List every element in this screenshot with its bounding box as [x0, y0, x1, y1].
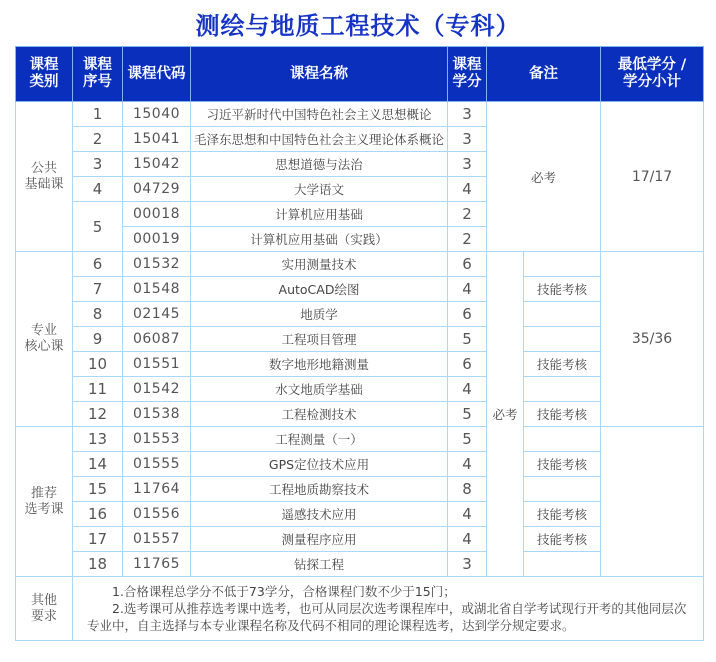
code-cell: 11764 [123, 477, 191, 502]
credit-cell: 8 [448, 477, 487, 502]
seq-cell: 1 [73, 102, 123, 127]
note-cell [524, 552, 601, 577]
seq-cell: 17 [73, 527, 123, 552]
credit-cell: 2 [448, 227, 487, 252]
seq-cell: 3 [73, 152, 123, 177]
table-row [16, 277, 704, 302]
note-cell: 技能考核 [524, 452, 601, 477]
header-code: 课程代码 [123, 47, 191, 102]
code-cell: 01556 [123, 502, 191, 527]
code-cell: 01557 [123, 527, 191, 552]
header-seq: 课程 序号 [73, 47, 123, 102]
credit-cell: 5 [448, 427, 487, 452]
code-cell: 06087 [123, 327, 191, 352]
note-cell: 技能考核 [524, 527, 601, 552]
table-row [16, 302, 704, 327]
credit-cell: 5 [448, 402, 487, 427]
name-cell: 工程检测技术 [191, 402, 448, 427]
credit-cell: 3 [448, 152, 487, 177]
name-cell: 数字地形地籍测量 [191, 352, 448, 377]
table-row [16, 427, 704, 452]
credit-cell: 4 [448, 452, 487, 477]
curriculum-table [15, 46, 704, 641]
code-cell: 00019 [123, 227, 191, 252]
table-row [16, 477, 704, 502]
category-cell: 推荐 选考课 [16, 427, 73, 577]
code-cell: 11765 [123, 552, 191, 577]
remark-cell: 必考 [487, 252, 524, 577]
credit-cell: 4 [448, 527, 487, 552]
seq-cell: 10 [73, 352, 123, 377]
subtotal-cell: 17/17 [601, 102, 704, 252]
code-cell: 01548 [123, 277, 191, 302]
seq-cell: 11 [73, 377, 123, 402]
header-credit: 课程 学分 [448, 47, 487, 102]
name-cell: AutoCAD绘图 [191, 277, 448, 302]
note-cell [524, 327, 601, 352]
code-cell: 02145 [123, 302, 191, 327]
code-cell: 15041 [123, 127, 191, 152]
name-cell: 计算机应用基础（实践） [191, 227, 448, 252]
name-cell: 思想道德与法治 [191, 152, 448, 177]
table-row [16, 452, 704, 477]
seq-cell: 6 [73, 252, 123, 277]
code-cell: 01555 [123, 452, 191, 477]
header-category: 课程 类别 [16, 47, 73, 102]
other-requirements-text [73, 577, 704, 641]
credit-cell: 6 [448, 352, 487, 377]
credit-cell: 4 [448, 377, 487, 402]
table-row [16, 352, 704, 377]
header-remark: 备注 [487, 47, 601, 102]
note-cell: 技能考核 [524, 502, 601, 527]
name-cell: 工程测量（一） [191, 427, 448, 452]
name-cell: 工程地质勘察技术 [191, 477, 448, 502]
note-cell [524, 302, 601, 327]
seq-cell: 15 [73, 477, 123, 502]
credit-cell: 3 [448, 127, 487, 152]
credit-cell: 4 [448, 502, 487, 527]
note-cell [524, 477, 601, 502]
requirement-1: 1.合格课程总学分不低于73学分，合格课程门数不少于15门； [112, 584, 456, 599]
seq-cell: 14 [73, 452, 123, 477]
credit-cell: 5 [448, 327, 487, 352]
remark-cell: 必考 [487, 102, 601, 252]
code-cell: 01538 [123, 402, 191, 427]
requirement-2: 2.选考课可从推荐选考课中选考，也可从同层次选考课程库中，或湖北省自学考试现行开考的其他同层次专业中，自主选择与本专业课程名称及代码不相同的理论课程选考，达到学分规定要求。 [87, 601, 687, 633]
category-cell: 公共 基础课 [16, 102, 73, 252]
note-cell: 技能考核 [524, 402, 601, 427]
name-cell: 测量程序应用 [191, 527, 448, 552]
name-cell: 地质学 [191, 302, 448, 327]
note-cell: 技能考核 [524, 277, 601, 302]
credit-cell: 6 [448, 302, 487, 327]
name-cell: 钻探工程 [191, 552, 448, 577]
header-row [16, 47, 704, 102]
seq-cell: 13 [73, 427, 123, 452]
category-cell: 专业 核心课 [16, 252, 73, 427]
code-cell: 01542 [123, 377, 191, 402]
name-cell: 水文地质学基础 [191, 377, 448, 402]
seq-cell: 9 [73, 327, 123, 352]
table-row [16, 552, 704, 577]
header-name: 课程名称 [191, 47, 448, 102]
name-cell: 大学语文 [191, 177, 448, 202]
name-cell: 工程项目管理 [191, 327, 448, 352]
code-cell: 15042 [123, 152, 191, 177]
code-cell: 04729 [123, 177, 191, 202]
table-row [16, 102, 704, 127]
seq-cell: 8 [73, 302, 123, 327]
seq-cell: 18 [73, 552, 123, 577]
name-cell: GPS定位技术应用 [191, 452, 448, 477]
note-cell [524, 377, 601, 402]
code-cell: 01532 [123, 252, 191, 277]
other-requirements-row [16, 577, 704, 641]
table-row [16, 402, 704, 427]
code-cell: 00018 [123, 202, 191, 227]
credit-cell: 4 [448, 277, 487, 302]
name-cell: 遥感技术应用 [191, 502, 448, 527]
code-cell: 01553 [123, 427, 191, 452]
note-cell [524, 427, 601, 452]
name-cell: 毛泽东思想和中国特色社会主义理论体系概论 [191, 127, 448, 152]
name-cell: 计算机应用基础 [191, 202, 448, 227]
seq-cell: 12 [73, 402, 123, 427]
credit-cell: 6 [448, 252, 487, 277]
seq-cell: 4 [73, 177, 123, 202]
credit-cell: 4 [448, 177, 487, 202]
name-cell: 实用测量技术 [191, 252, 448, 277]
credit-cell: 2 [448, 202, 487, 227]
table-row [16, 527, 704, 552]
credit-cell: 3 [448, 552, 487, 577]
code-cell: 15040 [123, 102, 191, 127]
table-row [16, 252, 704, 277]
seq-cell: 2 [73, 127, 123, 152]
page-title: 测绘与地质工程技术（专科） [195, 12, 521, 40]
name-cell: 习近平新时代中国特色社会主义思想概论 [191, 102, 448, 127]
table-row [16, 327, 704, 352]
table-row [16, 502, 704, 527]
code-cell: 01551 [123, 352, 191, 377]
credit-cell: 3 [448, 102, 487, 127]
subtotal-cell [601, 427, 704, 577]
note-cell: 技能考核 [524, 352, 601, 377]
table-row [16, 377, 704, 402]
other-label: 其他 要求 [16, 577, 73, 641]
seq-cell: 16 [73, 502, 123, 527]
seq-cell: 7 [73, 277, 123, 302]
header-min-credit: 最低学分 / 学分小计 [601, 47, 704, 102]
seq-cell: 5 [73, 202, 123, 252]
subtotal-cell: 35/36 [601, 252, 704, 427]
note-cell [524, 252, 601, 277]
